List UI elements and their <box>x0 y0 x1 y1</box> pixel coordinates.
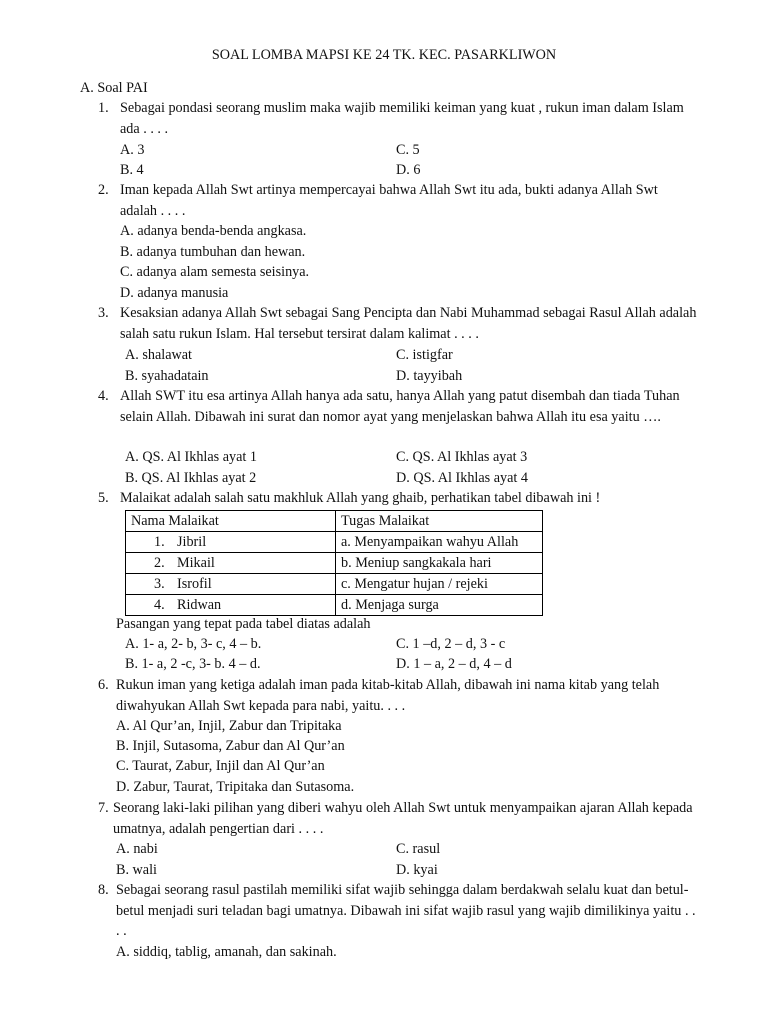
angels-table <box>125 510 543 616</box>
option-b: B. syahadatain <box>125 368 209 384</box>
option-c: C. istigfar <box>396 347 453 363</box>
table-header-row <box>126 511 543 532</box>
option-c: C. adanya alam semesta seisinya. <box>120 264 310 280</box>
option-d: D. QS. Al Ikhlas ayat 4 <box>396 470 529 486</box>
option-c: C. QS. Al Ikhlas ayat 3 <box>396 449 528 465</box>
question-5 <box>98 488 698 509</box>
option-b: B. adanya tumbuhan dan hewan. <box>120 244 306 260</box>
question-number: 5. <box>98 490 109 506</box>
table-row <box>126 574 543 595</box>
option-a: A. 3 <box>120 142 145 158</box>
option-d: D. 6 <box>396 162 421 178</box>
question-8 <box>98 880 698 942</box>
document-title: SOAL LOMBA MAPSI KE 24 TK. KEC. PASARKLIWON <box>211 47 557 63</box>
option-a: A. 1- a, 2- b, 3- c, 4 – b. <box>125 636 262 652</box>
option-c: C. 1 –d, 2 – d, 3 - c <box>396 636 506 652</box>
table-header-cell: Tugas Malaikat <box>336 511 543 532</box>
question-number: 8. <box>98 882 109 898</box>
option-c: C. rasul <box>396 841 441 857</box>
table-cell-task: a. Menyampaikan wahyu Allah <box>336 532 543 553</box>
question-number: 3. <box>98 305 109 321</box>
question-text: Sebagai pondasi seorang muslim maka wajib memiliki keiman yang kuat , rukun iman dalam Islam ada . . . . <box>120 100 684 137</box>
option-d: D. Zabur, Taurat, Tripitaka dan Sutasoma. <box>116 779 355 795</box>
question-number: 6. <box>98 677 109 693</box>
option-a: A. QS. Al Ikhlas ayat 1 <box>125 449 258 465</box>
option-d: D. 1 – a, 2 – d, 4 – d <box>396 656 512 672</box>
option-b: B. Injil, Sutasoma, Zabur dan Al Qur’an <box>116 738 345 754</box>
question-1 <box>98 98 698 139</box>
question-4 <box>98 386 698 427</box>
question-number: 4. <box>98 388 109 404</box>
question-6 <box>98 675 698 716</box>
question-text: Rukun iman yang ketiga adalah iman pada kitab-kitab Allah, dibawah ini nama kitab yang telah diwahyukan Allah Swt kepada para nabi, yaitu. . . . <box>116 677 660 714</box>
question-text: Allah SWT itu esa artinya Allah hanya ada satu, hanya Allah yang patut disembah dan tiada Tuhan selain Allah. Dibawah ini surat dan nomor ayat yang menjelaskan bahwa Allah itu esa yaitu …. <box>120 388 680 425</box>
option-b: B. 1- a, 2 -c, 3- b. 4 – d. <box>125 656 261 672</box>
table-cell-name: 4. Ridwan <box>126 595 336 616</box>
option-d: D. kyai <box>396 862 438 878</box>
table-cell-name: 3. Isrofil <box>126 574 336 595</box>
question-number: 7. <box>98 800 109 816</box>
option-b: B. QS. Al Ikhlas ayat 2 <box>125 470 257 486</box>
option-a: A. adanya benda-benda angkasa. <box>120 223 307 239</box>
question-3 <box>98 303 698 344</box>
table-row <box>126 595 543 616</box>
question-text: Malaikat adalah salah satu makhluk Allah yang ghaib, perhatikan tabel dibawah ini ! <box>120 490 601 506</box>
question-number: 2. <box>98 182 109 198</box>
table-cell-name: 2. Mikail <box>126 553 336 574</box>
option-a: A. Al Qur’an, Injil, Zabur dan Tripitaka <box>116 718 342 734</box>
question-prompt: Pasangan yang tepat pada tabel diatas adalah <box>116 616 371 632</box>
question-number: 1. <box>98 100 109 116</box>
table-header-cell: Nama Malaikat <box>126 511 336 532</box>
question-text: Iman kepada Allah Swt artinya mempercayai bahwa Allah Swt itu ada, bukti adanya Allah Swt adalah . . . . <box>120 182 658 219</box>
option-a: A. shalawat <box>125 347 192 363</box>
table-row <box>126 532 543 553</box>
table-cell-task: b. Meniup sangkakala hari <box>336 553 543 574</box>
option-b: B. wali <box>116 862 157 878</box>
question-2 <box>98 180 698 221</box>
table-cell-task: d. Menjaga surga <box>336 595 543 616</box>
option-d: D. tayyibah <box>396 368 463 384</box>
option-c: C. 5 <box>396 142 420 158</box>
table-cell-name: 1. Jibril <box>126 532 336 553</box>
option-b: B. 4 <box>120 162 144 178</box>
question-text: Sebagai seorang rasul pastilah memiliki sifat wajib sehingga dalam berdakwah selalu kuat dan betul-betul menjadi suri teladan bagi umatnya. Dibawah ini sifat wajib rasul yang wajib dimilikinya yaitu . . . . <box>116 882 696 940</box>
option-d: D. adanya manusia <box>120 285 229 301</box>
table-cell-task: c. Mengatur hujan / rejeki <box>336 574 543 595</box>
question-text: Kesaksian adanya Allah Swt sebagai Sang Pencipta dan Nabi Muhammad sebagai Rasul Allah adalah salah satu rukun Islam. Hal tersebut tersirat dalam kalimat . . . . <box>120 305 697 342</box>
question-text: Seorang laki-laki pilihan yang diberi wahyu oleh Allah Swt untuk menyampaikan ajaran Allah kepada umatnya, adalah pengertian dari . . . . <box>113 800 693 837</box>
table-row <box>126 553 543 574</box>
section-heading: A. Soal PAI <box>80 80 148 96</box>
option-a: A. siddiq, tablig, amanah, dan sakinah. <box>116 944 337 960</box>
option-c: C. Taurat, Zabur, Injil dan Al Qur’an <box>116 758 325 774</box>
question-7 <box>98 798 702 839</box>
option-a: A. nabi <box>116 841 158 857</box>
